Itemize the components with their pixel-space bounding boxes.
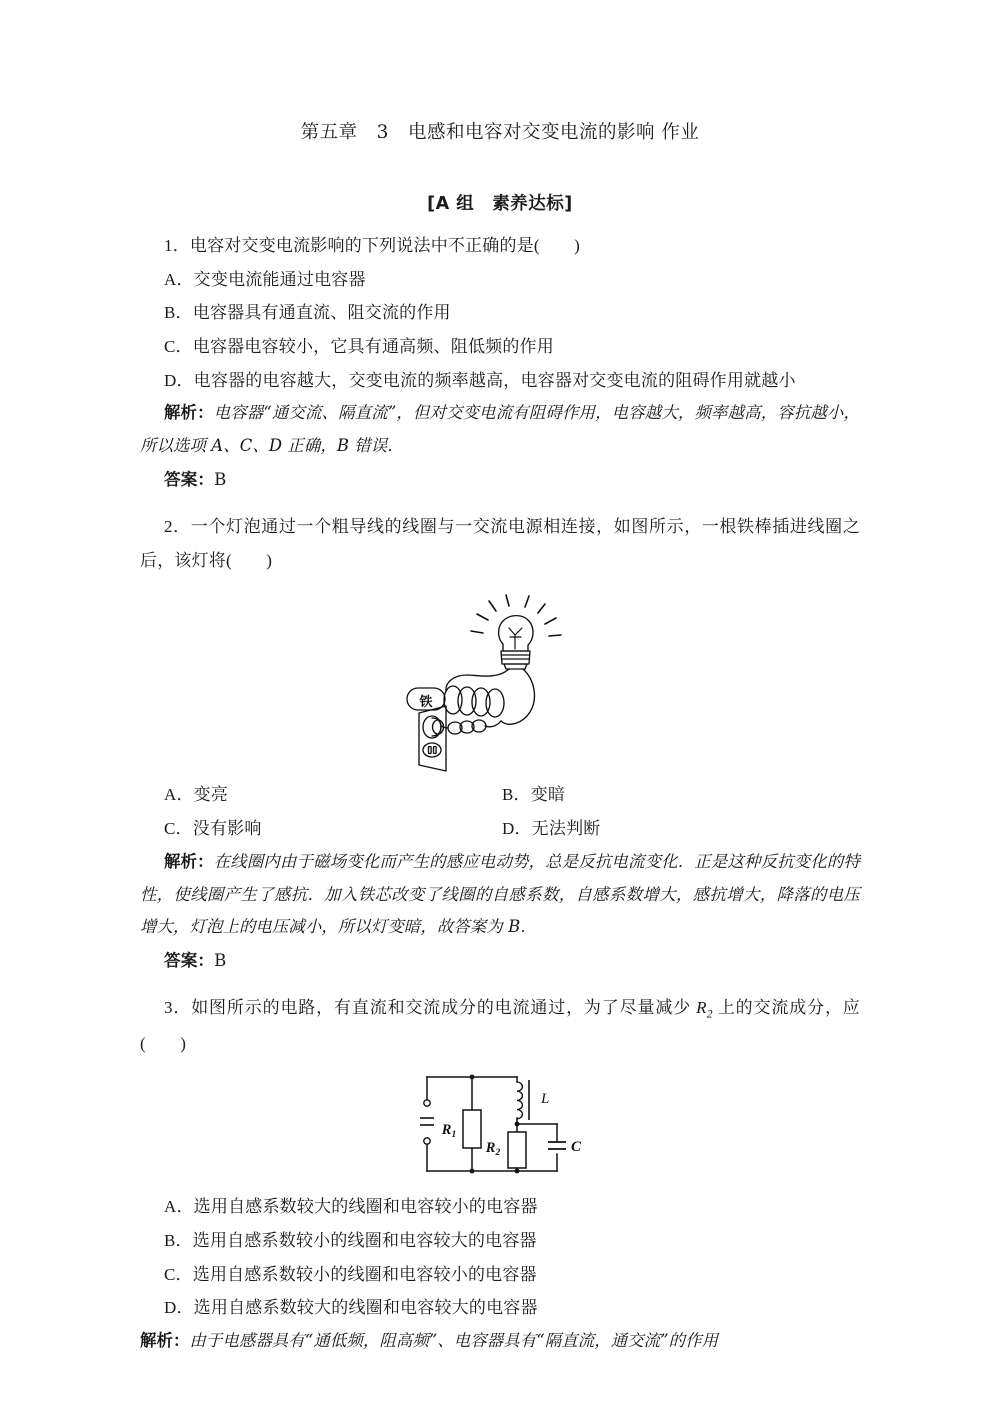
ac-source-icon: [420, 1100, 434, 1144]
question-3-stem-pre: 3．如图所示的电路，有直流和交流成分的电流通过，为了尽量减少: [164, 998, 697, 1018]
question-3-stem-post: 上的交流成分，应( ): [140, 998, 860, 1053]
bulb-base-icon: [501, 651, 530, 669]
answer-label: 答案：: [164, 468, 215, 489]
question-3-option-d[interactable]: D．选用自感系数较大的线圈和电容较大的电容器: [164, 1298, 538, 1318]
question-block-1: [140, 229, 860, 496]
answer-label: 答案：: [164, 950, 215, 971]
analysis-label: 解析：: [140, 1330, 190, 1350]
analysis-label: 解析：: [164, 403, 214, 423]
answer-text: B: [214, 951, 227, 971]
question-3-stem-sub: 2: [706, 1007, 713, 1021]
question-2-option-d[interactable]: D．无法判断: [502, 819, 601, 839]
answer-text: B: [214, 469, 227, 489]
rlc-circuit-figure: [405, 1072, 595, 1180]
analysis-text: 在线圈内由于磁场变化而产生的感应电动势，总是反抗电流变化．正是这种反抗变化的特性，使线圈产生了感抗．加入铁芯改变了线圈的自感系数，自感系数增大，感抗增大，降落的电压增大，灯泡上的电压减小，所以灯变暗，故答案为 B．: [140, 851, 860, 937]
question-block-3: [140, 991, 860, 1357]
analysis-label: 解析：: [164, 851, 214, 871]
label-r1: $R_1$: [441, 1122, 457, 1141]
resistor-r2-icon: [508, 1132, 526, 1168]
wall-socket-icon: [419, 706, 446, 771]
question-2-answer: [140, 944, 860, 977]
analysis-text: 电容器“通交流、隔直流”，但对交变电流有阻碍作用，电容越大，频率越高，容抗越小，所以选项 A、C、D 正确，B 错误．: [140, 403, 860, 456]
page-title: 第五章 3 电感和电容对交变电流的影响 作业: [300, 122, 700, 143]
question-3-stem: [140, 991, 860, 1060]
question-3-analysis: [140, 1325, 860, 1358]
resistor-r1-icon: [463, 1110, 481, 1148]
wire-lower: [441, 720, 501, 734]
question-1-option-c[interactable]: C．电容器电容较小，它具有通高频、阻低频的作用: [164, 336, 554, 356]
bulb-coil-socket-figure: [405, 587, 595, 772]
question-1-option-d[interactable]: D．电容器的电容越大，交变电流的频率越高，电容器对交变电流的阻碍作用就越小: [164, 370, 796, 390]
wire-upper: [446, 669, 509, 691]
label-capacitor: C: [571, 1139, 582, 1156]
question-1-analysis: [140, 397, 860, 463]
question-1-answer: [140, 463, 860, 496]
label-r2: $R_2$: [485, 1140, 501, 1159]
question-3-option-a[interactable]: A．选用自感系数较大的线圈和电容较小的电容器: [164, 1197, 538, 1217]
question-3-figure: [140, 1072, 860, 1180]
question-3-option-c[interactable]: C．选用自感系数较小的线圈和电容较小的电容器: [164, 1264, 537, 1284]
capacitor-icon: [548, 1142, 566, 1149]
question-3-stem-var: R: [696, 998, 707, 1018]
question-2-option-b[interactable]: B．变暗: [502, 785, 566, 805]
label-inductor: L: [541, 1091, 550, 1108]
question-1-option-b[interactable]: B．电容器具有通直流、阻交流的作用: [164, 303, 451, 323]
analysis-text: 由于电感器具有“通低频，阻高频”、电容器具有“隔直流，通交流”的作用: [189, 1330, 719, 1350]
question-2-option-a[interactable]: A．变亮: [164, 785, 229, 805]
wire-right: [501, 669, 534, 724]
bulb-filament-icon: [509, 628, 522, 649]
question-block-2: [140, 510, 860, 977]
question-2-stem: 2．一个灯泡通过一个粗导线的线圈与一交流电源相连接，如图所示，一根铁棒插进线圈之后，该灯将( ): [140, 517, 860, 570]
question-2-option-c[interactable]: C．没有影响: [164, 819, 262, 839]
question-1-option-a[interactable]: A．交变电流能通过电容器: [164, 269, 366, 289]
group-banner: [A 组 素养达标]: [427, 194, 573, 214]
question-2-options-row-1: [140, 778, 860, 812]
question-2-analysis: [140, 846, 860, 944]
coil-core-label-text: 铁: [419, 695, 433, 711]
bulb-glass-icon: [499, 616, 533, 651]
question-2-options-row-2: [140, 812, 860, 846]
inductor-icon: [517, 1080, 529, 1120]
question-2-figure: [140, 587, 860, 772]
coil-icon: [444, 686, 504, 717]
question-1-stem: 1．电容对交变电流影响的下列说法中不正确的是( ): [164, 236, 581, 255]
question-3-option-b[interactable]: B．选用自感系数较小的线圈和电容较大的电容器: [164, 1230, 537, 1250]
